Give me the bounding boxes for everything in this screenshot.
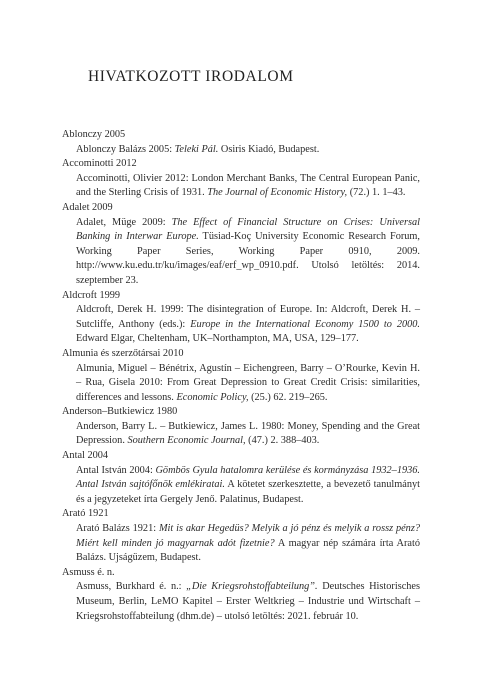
entry-citation: [76, 216, 420, 289]
entry-citation: [76, 522, 420, 566]
entry-key: Arató 1921: [62, 508, 109, 520]
bibliography-entry: [62, 201, 420, 289]
entry-citation: [76, 362, 420, 406]
citation-italic-title: Economic Policy,: [176, 391, 249, 403]
citation-text: Deutsches Historisches Museum, Berlin, LeMO Kapitel – Erster Weltkrieg – Industrie und Wirtschaft – Kriegsrohstoffabteilung (dhm.de) – utolsó letöltés: 2021. február 10.: [76, 581, 421, 622]
citation-italic-title: Southern Economic Journal,: [127, 435, 246, 447]
citation-text: Almunia, Miguel – Bénétrix, Agustín – Eichengreen, Barry – O’Rourke, Kevin H. – Rua, Gisela 2010: From Great Depression to Great Credit Crisis: similarities, differences and lessons.: [76, 362, 420, 403]
citation-text: Ablonczy Balázs 2005:: [76, 143, 175, 155]
entry-citation: [76, 143, 420, 158]
citation-italic-title: „Die Kriegsrohstoffabteilung”.: [186, 581, 318, 593]
citation-text: Osiris Kiadó, Budapest.: [218, 143, 320, 155]
citation-text: Edward Elgar, Cheltenham, UK–Northampton, MA, USA, 129–177.: [76, 333, 359, 345]
citation-text: Arató Balázs 1921:: [76, 523, 159, 535]
entry-key: Accominotti 2012: [62, 158, 137, 170]
citation-italic-title: Europe in the International Economy 1500 to 2000.: [190, 318, 420, 330]
citation-italic-title: Mit is akar Hegedüs? Melyik a jó pénz és melyik a rossz pénz? Miért kell minden jó magyarnak adót fizetnie?: [76, 523, 420, 549]
citation-italic-title: Teleki Pál.: [174, 143, 219, 155]
citation-text: Tüsiad-Koç University Economic Research Forum, Working Paper Series, Working Paper 0910, 2009. http://www.ku.edu.tr/ku/images/eaf/erf_wp_0910.pdf. Utolsó letöltés: 2014. szeptember 23.: [76, 231, 420, 286]
entry-citation: [76, 303, 420, 347]
bibliography-entry: [62, 507, 420, 565]
bibliography-entry: [62, 157, 420, 201]
citation-italic-title: The Journal of Economic History,: [207, 187, 348, 199]
bibliography-entry: [62, 347, 420, 405]
citation-text: Anderson, Barry L. – Butkiewicz, James L. 1980: Money, Spending and the Great Depression.: [76, 420, 420, 447]
entry-key: Asmuss é. n.: [62, 566, 115, 578]
citation-italic-title: The Effect of Financial Structure on Crises: Universal Banking in Interwar Europe.: [76, 216, 420, 243]
citation-text: A magyar nép számára írta Arató Balázs. Ujságüzem, Budapest.: [76, 537, 420, 564]
bibliography-entry: [62, 128, 420, 157]
citation-text: Antal István 2004:: [76, 464, 156, 476]
entry-citation: [76, 420, 420, 449]
citation-text: Adalet, Müge 2009:: [76, 216, 172, 228]
citation-text: Aldcroft, Derek H. 1999: The disintegration of Europe. In: Aldcroft, Derek H. – Sutcliffe, Anthony (eds.):: [76, 304, 420, 330]
bibliography-entry: [62, 405, 420, 449]
entry-key: Aldcroft 1999: [62, 289, 121, 301]
citation-text: Asmuss, Burkhard é. n.:: [76, 581, 187, 593]
citation-italic-title: Gömbös Gyula hatalomra kerülése és kormányzása 1932–1936. Antal István sajtófőnök emlékiratai.: [76, 464, 420, 491]
citation-text: (72.) 1. 1–43.: [347, 187, 406, 199]
citation-text: A kötetet szerkesztette, a bevezető tanulmányt és a jegyzeteket írta Gergely Jenő. Palatinus, Budapest.: [76, 479, 420, 505]
entry-key: Antal 2004: [62, 450, 109, 462]
entry-key: Anderson–Butkiewicz 1980: [62, 406, 178, 418]
bibliography-entry: [62, 566, 420, 624]
entry-key: Almunia és szerzőtársai 2010: [62, 347, 184, 359]
entry-citation: [76, 172, 420, 201]
citation-text: (25.) 62. 219–265.: [248, 391, 328, 403]
citation-text: Accominotti, Olivier 2012: London Merchant Banks, The Central European Panic, and the Sterling Crisis of 1931.: [76, 172, 420, 199]
citation-text: (47.) 2. 388–403.: [245, 435, 320, 447]
entry-citation: [76, 464, 420, 508]
bibliography-entry: [62, 289, 420, 347]
bibliography-entry: [62, 449, 420, 507]
page-title: HIVATKOZOTT IRODALOM: [88, 68, 294, 86]
bibliography-list: [62, 128, 420, 624]
entry-citation: [76, 580, 420, 624]
entry-key: Adalet 2009: [62, 201, 113, 213]
entry-key: Ablonczy 2005: [62, 129, 126, 140]
